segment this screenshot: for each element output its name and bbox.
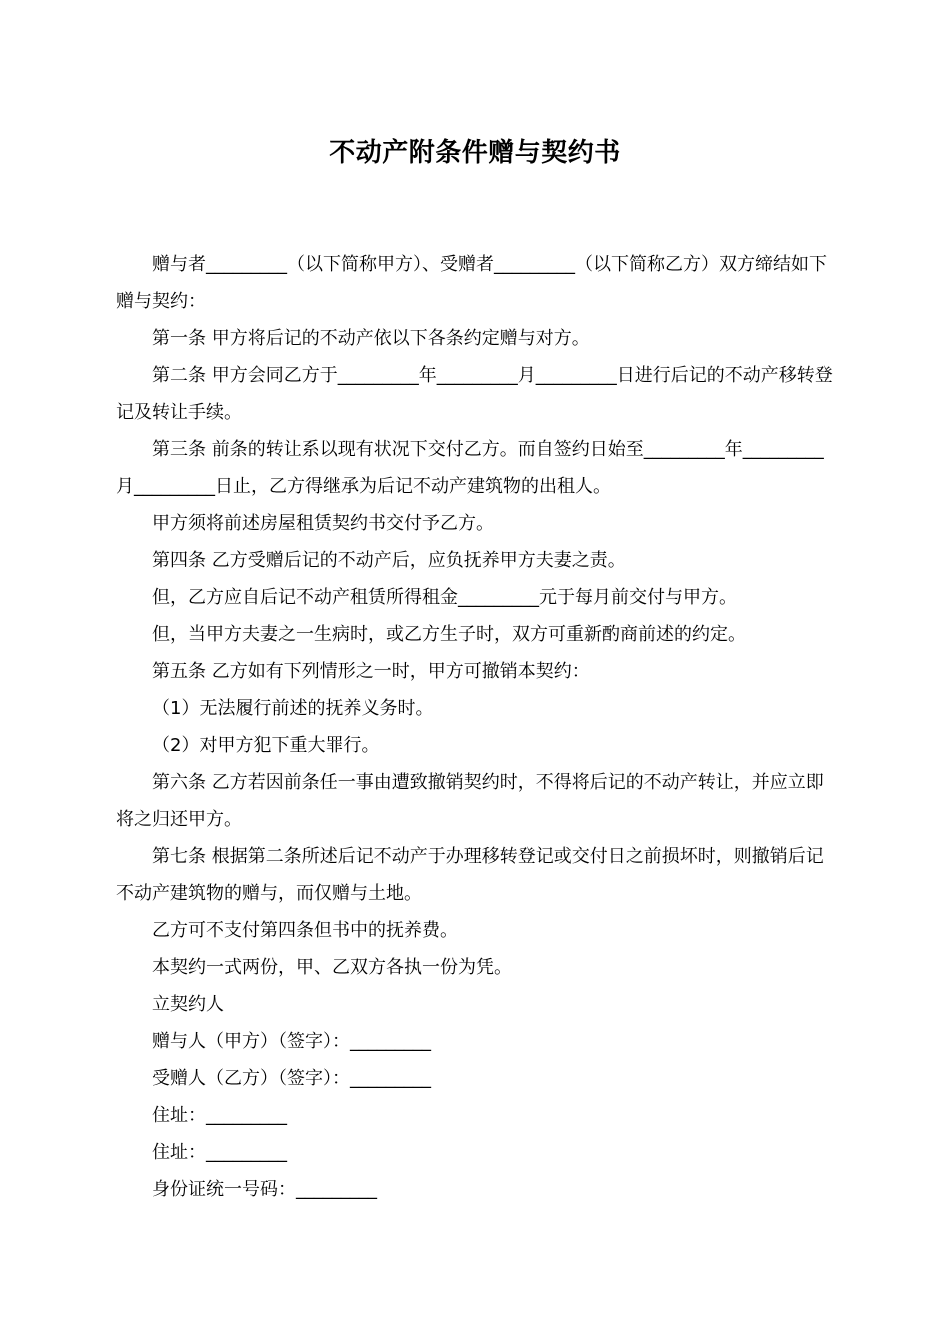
- article-4: 第四条 乙方受赠后记的不动产后，应负抚养甲方夫妻之责。: [152, 550, 626, 571]
- signatories-heading: 立契约人: [152, 994, 224, 1015]
- donor-signature-line: 赠与人（甲方）（签字）：_________: [152, 1031, 431, 1052]
- article-7: 第七条 根据第二条所述后记不动产于办理移转登记或交付日之前损坏时，则撤销后记不动产建筑物的赠与，而仅赠与土地。: [116, 846, 824, 904]
- article-4-proviso: 但，乙方应自后记不动产租赁所得租金_________元于每月前交付与甲方。: [152, 587, 737, 608]
- id-number-line: 身份证统一号码：_________: [152, 1179, 377, 1200]
- article-5-item-2: （2）对甲方犯下重大罪行。: [152, 735, 380, 756]
- article-7-note: 乙方可不支付第四条但书中的抚养费。: [152, 920, 458, 941]
- article-5: 第五条 乙方如有下列情形之一时，甲方可撤销本契约：: [152, 661, 590, 682]
- article-3: 第三条 前条的转让系以现有状况下交付乙方。而自签约日始至_________年_________月_________日止，乙方得继承为后记不动产建筑物的出租人。: [116, 439, 824, 497]
- article-1: 第一条 甲方将后记的不动产依以下各条约定赠与对方。: [152, 328, 590, 349]
- article-5-item-1: （1）无法履行前述的抚养义务时。: [152, 698, 434, 719]
- article-6: 第六条 乙方若因前条任一事由遭致撤销契约时，不得将后记的不动产转让，并应立即将之归还甲方。: [116, 772, 824, 830]
- donee-signature-line: 受赠人（乙方）（签字）：_________: [152, 1068, 431, 1089]
- address-line-2: 住址：_________: [152, 1142, 287, 1163]
- article-4-proviso-2: 但，当甲方夫妻之一生病时，或乙方生子时，双方可重新酌商前述的约定。: [152, 624, 746, 645]
- document-body: [116, 246, 836, 1208]
- article-3-note: 甲方须将前述房屋租赁契约书交付予乙方。: [152, 513, 494, 534]
- document-title: 不动产附条件赠与契约书: [329, 138, 621, 168]
- article-2: 第二条 甲方会同乙方于_________年_________月_________日进行后记的不动产移转登记及转让手续。: [116, 365, 833, 423]
- copies-clause: 本契约一式两份，甲、乙双方各执一份为凭。: [152, 957, 512, 978]
- address-line-1: 住址：_________: [152, 1105, 287, 1126]
- intro-paragraph: 赠与者_________（以下简称甲方）、受赠者_________（以下简称乙方）双方缔结如下赠与契约：: [116, 254, 827, 312]
